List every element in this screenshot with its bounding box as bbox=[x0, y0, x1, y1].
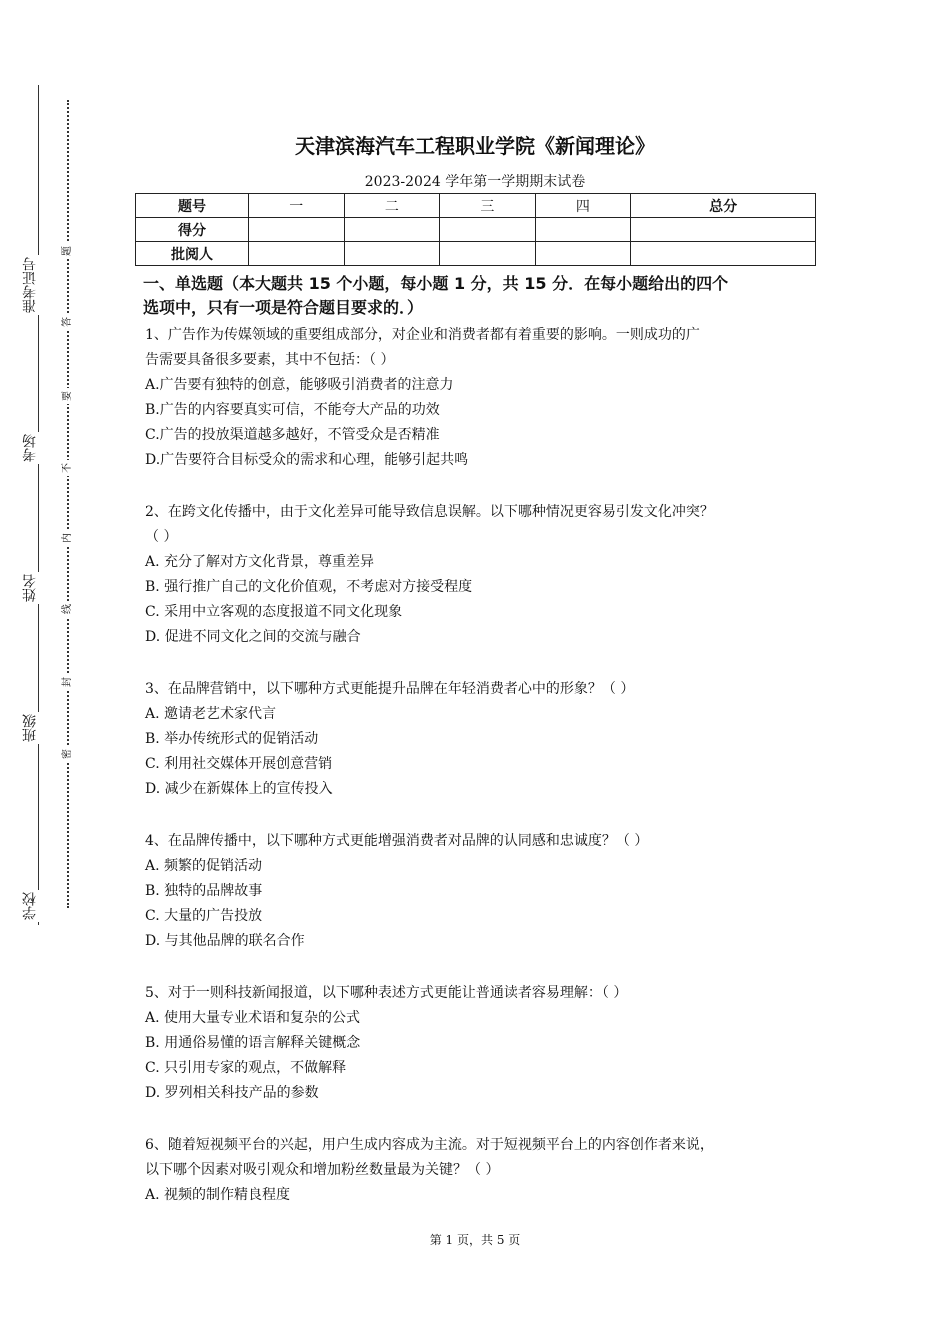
question-2 bbox=[145, 500, 825, 650]
page-footer: 第 1 页，共 5 页 bbox=[429, 1233, 521, 1247]
score-cell: 题号 bbox=[136, 194, 249, 218]
seal-char: 封 bbox=[62, 674, 74, 690]
binding-solid-line bbox=[38, 85, 39, 925]
option-c: C. 采用中立客观的态度报道不同文化现象 bbox=[145, 604, 403, 620]
section-title bbox=[143, 272, 825, 320]
field-exam-room: 考场 bbox=[22, 432, 46, 464]
seal-char: 题 bbox=[62, 243, 74, 259]
seal-char: 内 bbox=[62, 530, 74, 546]
seal-char: 线 bbox=[62, 601, 74, 617]
option-a: A. 邀请老艺术家代言 bbox=[145, 706, 277, 722]
score-cell: 批阅人 bbox=[136, 242, 249, 266]
score-table-row bbox=[136, 218, 816, 242]
score-input-cell[interactable] bbox=[631, 242, 816, 266]
question-stem: 以下哪个因素对吸引观众和增加粉丝数量最为关键？（ ） bbox=[145, 1162, 500, 1178]
score-input-cell[interactable] bbox=[249, 218, 345, 242]
exam-subtitle: 2023-2024 学年第一学期期末试卷 bbox=[364, 174, 586, 190]
option-a: A. 使用大量专业术语和复杂的公式 bbox=[145, 1010, 361, 1026]
score-input-cell[interactable] bbox=[249, 242, 345, 266]
score-input-cell[interactable] bbox=[535, 242, 631, 266]
seal-char: 不 bbox=[62, 460, 74, 476]
question-stem: （ ） bbox=[145, 529, 178, 545]
score-cell: 四 bbox=[535, 194, 631, 218]
option-b: B. 举办传统形式的促销活动 bbox=[145, 731, 319, 747]
option-d: D. 促进不同文化之间的交流与融合 bbox=[145, 629, 361, 645]
score-cell: 一 bbox=[249, 194, 345, 218]
option-d: D. 减少在新媒体上的宣传投入 bbox=[145, 781, 333, 797]
option-a: A. 频繁的促销活动 bbox=[145, 858, 263, 874]
question-stem: 4、在品牌传播中，以下哪种方式更能增强消费者对品牌的认同感和忠诚度？（ ） bbox=[145, 833, 649, 849]
option-c: C. 大量的广告投放 bbox=[145, 908, 263, 924]
option-d: D.广告要符合目标受众的需求和心理，能够引起共鸣 bbox=[145, 452, 469, 468]
score-cell: 三 bbox=[440, 194, 536, 218]
option-d: D. 与其他品牌的联名合作 bbox=[145, 933, 305, 949]
field-name: 姓名 bbox=[22, 572, 46, 604]
question-stem: 1、广告作为传媒领域的重要组成部分，对企业和消费者都有着重要的影响。一则成功的广 bbox=[145, 327, 700, 343]
option-b: B. 用通俗易懂的语言解释关键概念 bbox=[145, 1035, 361, 1051]
seal-char: 密 bbox=[62, 746, 74, 762]
score-cell: 二 bbox=[344, 194, 440, 218]
question-stem: 5、对于一则科技新闻报道，以下哪种表述方式更能让普通读者容易理解：（ ） bbox=[145, 985, 628, 1001]
question-stem: 告需要具备很多要素，其中不包括：（ ） bbox=[145, 352, 395, 368]
option-a: A. 充分了解对方文化背景，尊重差异 bbox=[145, 554, 375, 570]
option-c: C. 只引用专家的观点，不做解释 bbox=[145, 1060, 347, 1076]
option-a: A. 视频的制作精良程度 bbox=[145, 1187, 291, 1203]
question-4 bbox=[145, 829, 825, 954]
section-title-line: 选项中，只有一项是符合题目要求的．） bbox=[143, 298, 424, 317]
option-a: A.广告要有独特的创意，能够吸引消费者的注意力 bbox=[145, 377, 454, 393]
binding-margin bbox=[0, 0, 110, 1344]
question-5 bbox=[145, 981, 825, 1106]
score-input-cell[interactable] bbox=[631, 218, 816, 242]
score-input-cell[interactable] bbox=[440, 218, 536, 242]
seal-char: 答 bbox=[62, 314, 74, 330]
seal-dotted-line bbox=[67, 100, 69, 908]
score-input-cell[interactable] bbox=[535, 218, 631, 242]
option-c: C.广告的投放渠道越多越好，不管受众是否精准 bbox=[145, 427, 440, 443]
question-1 bbox=[145, 323, 825, 473]
question-stem: 2、在跨文化传播中，由于文化差异可能导致信息误解。以下哪种情况更容易引发文化冲突？ bbox=[145, 504, 714, 520]
option-b: B.广告的内容要真实可信，不能夸大产品的功效 bbox=[145, 402, 440, 418]
score-input-cell[interactable] bbox=[344, 242, 440, 266]
score-input-cell[interactable] bbox=[344, 218, 440, 242]
field-school: 学校 bbox=[22, 890, 46, 922]
score-table-row bbox=[136, 242, 816, 266]
option-b: B. 独特的品牌故事 bbox=[145, 883, 263, 899]
score-table bbox=[135, 193, 816, 266]
section-title-line: 一、单选题（本大题共 15 个小题，每小题 1 分，共 15 分．在每小题给出的四个 bbox=[143, 274, 729, 293]
question-stem: 6、随着短视频平台的兴起，用户生成内容成为主流。对于短视频平台上的内容创作者来说， bbox=[145, 1137, 714, 1153]
question-3 bbox=[145, 677, 825, 802]
question-6 bbox=[145, 1133, 825, 1208]
option-d: D. 罗列相关科技产品的参数 bbox=[145, 1085, 319, 1101]
exam-title: 天津滨海汽车工程职业学院《新闻理论》 bbox=[295, 134, 655, 158]
exam-content bbox=[145, 272, 825, 1208]
score-input-cell[interactable] bbox=[440, 242, 536, 266]
score-table-header-row bbox=[136, 194, 816, 218]
score-cell: 总分 bbox=[631, 194, 816, 218]
question-stem: 3、在品牌营销中，以下哪种方式更能提升品牌在年轻消费者心中的形象？（ ） bbox=[145, 681, 635, 697]
field-class: 班级 bbox=[22, 712, 46, 744]
option-c: C. 利用社交媒体开展创意营销 bbox=[145, 756, 333, 772]
seal-char: 要 bbox=[62, 388, 74, 404]
field-exam-number: 准考证号 bbox=[22, 255, 46, 315]
score-cell: 得分 bbox=[136, 218, 249, 242]
option-b: B. 强行推广自己的文化价值观，不考虑对方接受程度 bbox=[145, 579, 473, 595]
